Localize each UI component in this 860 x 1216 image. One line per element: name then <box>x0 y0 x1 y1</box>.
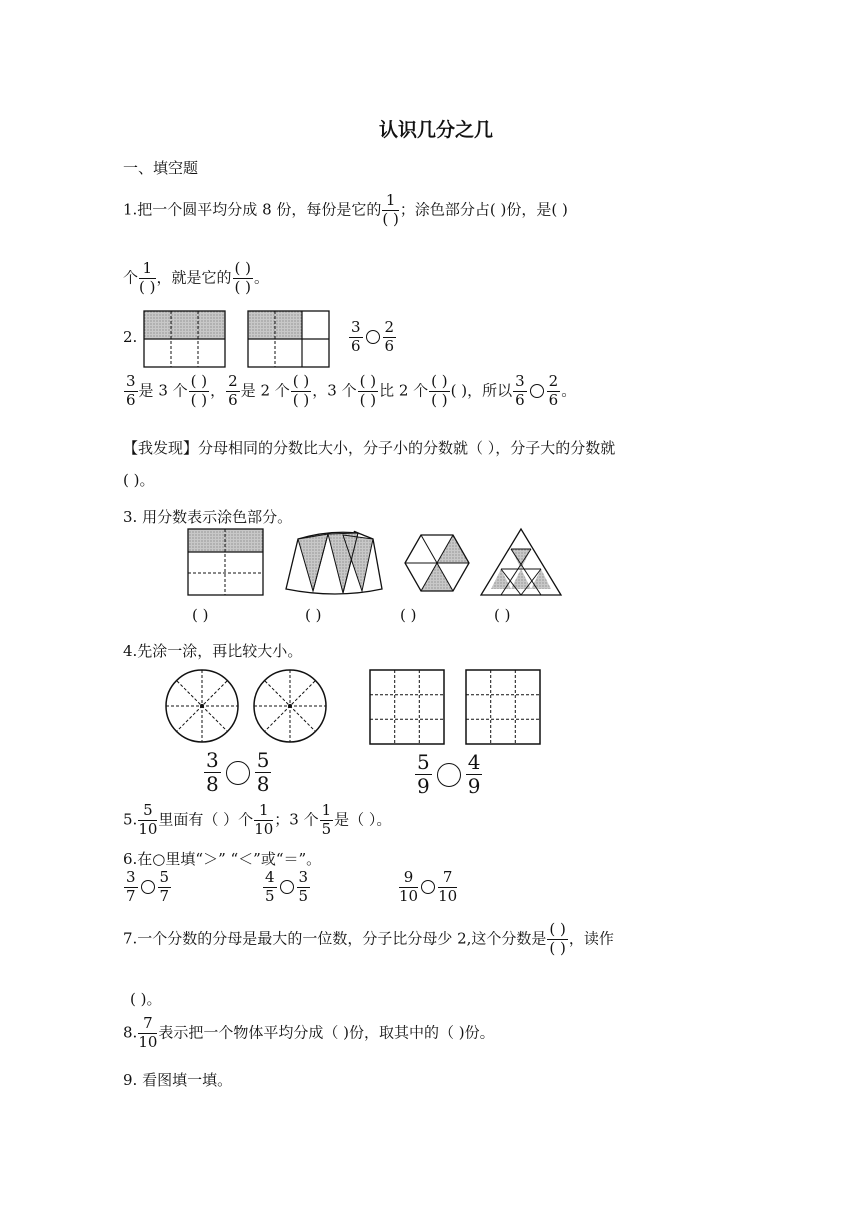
q2-blank-frac-3: $\frac{( )}{( )}$ <box>359 372 377 409</box>
q3-answer-blank-2[interactable]: ( ) <box>305 606 322 624</box>
q3-text: 3. 用分数表示涂色部分。 <box>123 508 293 526</box>
compare-circle[interactable] <box>437 763 461 787</box>
q2-discover-line-2: ( )。 <box>123 471 155 489</box>
question-1-line-2 <box>123 261 269 296</box>
compare-circle[interactable] <box>530 384 544 398</box>
q4-circle-1 <box>166 670 238 742</box>
q7-reading-blank[interactable]: ( )。 <box>130 990 162 1008</box>
q6-item-3: $\frac{9}{10}$ $\frac{7}{10}$ <box>399 868 458 905</box>
q6-item-2: $\frac{4}{5}$ $\frac{3}{5}$ <box>265 868 309 905</box>
q4-square-1 <box>370 670 444 744</box>
question-1-line-1 <box>123 193 568 228</box>
q2-frac-b: $\frac{2}{6}$ <box>228 372 238 409</box>
question-5: 5. $\frac{5}{10}$ 里面有（ ）个 $\frac{1}{10}$ ；3 个 $\frac{1}{5}$ 是（ ）。 <box>123 801 392 838</box>
q3-figures <box>186 525 586 600</box>
q3-fan-figure <box>286 531 382 594</box>
compare-circle[interactable] <box>226 761 250 785</box>
q6-item-1: $\frac{3}{7}$ $\frac{5}{7}$ <box>126 868 170 905</box>
q1-text-e: 。 <box>254 268 270 287</box>
q1-fraction-2: $\frac{1}{( )}$ <box>139 259 156 296</box>
q3-triangle-figure <box>481 529 561 595</box>
q2-frac-a: $\frac{3}{6}$ <box>126 372 136 409</box>
compare-circle[interactable] <box>141 880 155 894</box>
q2-frac-d: $\frac{2}{6}$ <box>548 372 559 409</box>
q4-compare-2: $\frac{5}{9}$ $\frac{4}{9}$ <box>417 750 481 798</box>
q9-text: 9. 看图填一填。 <box>123 1071 233 1089</box>
question-8: 8. $\frac{7}{10}$ 表示把一个物体平均分成（ )份，取其中的（ )份。 <box>123 1014 495 1051</box>
question-7: 7.一个分数的分母是最大的一位数，分子比分母少 2,这个分数是 $\frac{( )}{( )}$ ，读作 <box>123 920 614 957</box>
q3-answer-blank-1[interactable]: ( ) <box>192 606 209 624</box>
q3-answer-blank-3[interactable]: ( ) <box>400 606 417 624</box>
q1-fraction-3: $\frac{( )}{( )}$ <box>234 259 251 296</box>
q1-text-a: 1.把一个圆平均分成 8 份，每份是它的 <box>123 200 382 219</box>
q3-rectangle-figure <box>188 529 263 595</box>
q3-answer-blank-4[interactable]: ( ) <box>494 606 511 624</box>
q2-number: 2. <box>123 328 138 346</box>
q2-blank-frac-2: $\frac{( )}{( )}$ <box>292 372 310 409</box>
compare-circle[interactable] <box>421 880 435 894</box>
q2-compare-frac-2: $\frac{2}{6}$ <box>384 318 395 355</box>
compare-circle[interactable] <box>366 330 380 344</box>
q2-explanation-line: $\frac{3}{6}$ 是 3 个 $\frac{( )}{( )}$ ， $\frac{2}{6}$ 是 2 个 $\frac{( )}{( )}$ ，3 个 $\frac{( )}{( )}$ 比 2 个 $\frac{( )}{( )}$ ( )，所以 $\frac{3}{6}$ $\frac{2}{6}$ 。 <box>126 372 577 409</box>
q4-text: 4.先涂一涂，再比较大小。 <box>123 642 303 660</box>
compare-circle[interactable] <box>280 880 294 894</box>
q1-fraction-1: $\frac{1}{( )}$ <box>382 191 399 228</box>
q1-text-b: ；涂色部分占( )份，是( ) <box>399 200 568 219</box>
q4-circle-2 <box>254 670 326 742</box>
q2-compare <box>348 320 397 355</box>
q4-compare-1: $\frac{3}{8}$ $\frac{5}{8}$ <box>206 748 270 796</box>
q1-text-c: 个 <box>123 268 139 287</box>
q2-shaded-rectangles <box>144 311 334 369</box>
q4-figures <box>165 668 545 748</box>
page-title: 认识几分之几 <box>379 119 494 141</box>
q2-discover-line-1: 【我发现】分母相同的分数比大小，分子小的分数就（ ），分子大的分数就 <box>123 439 616 457</box>
q1-text-d: ，就是它的 <box>156 268 232 287</box>
q2-blank-frac-4: $\frac{( )}{( )}$ <box>431 372 448 409</box>
q3-hexagon-figure <box>405 535 469 591</box>
q4-square-2 <box>466 670 540 744</box>
q2-compare-frac-1: $\frac{3}{6}$ <box>351 318 361 355</box>
q2-frac-c: $\frac{3}{6}$ <box>515 372 525 409</box>
q6-text: 6.在○里填“＞” “＜”或“＝”。 <box>123 850 322 868</box>
q2-blank-frac-1: $\frac{( )}{( )}$ <box>190 372 208 409</box>
section-heading: 一、填空题 <box>123 159 199 177</box>
